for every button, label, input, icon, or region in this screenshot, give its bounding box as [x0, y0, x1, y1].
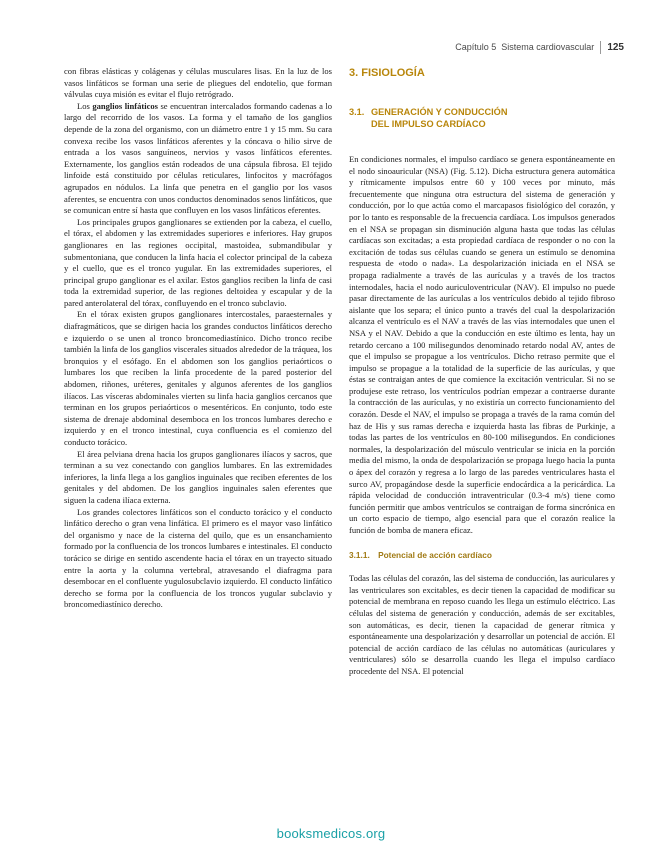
subsubsection-number: 3.1.1.: [349, 549, 370, 560]
subsubsection-title: Potencial de acción cardíaco: [378, 549, 492, 560]
paragraph: En el tórax existen grupos ganglionares intercostales, paraesternales y diafragmáticos, que se dirigen hacia los grandes conductos linfáticos derecho e izquierdo o se unen al tronco broncomediastínico. Dicho tronco recibe también la linfa de los ganglios viscerales situados alrededor de la tráquea, los bronquios y el esófago. En el abdomen son los ganglios periaórticos o lumbares los que reciben la linfa procedente de la pared posterior del abdomen, riñones, uréteres, genitales y algunos aferentes de los ganglios ilíacos. Las vísceras abdominales vierten su linfa hacia ganglios cercanos que terminan en los grupos periaórticos o mesentéricos. En conjunto, todo este sistema de drenaje abdominal desemboca en los troncos lumbares derecho e izquierdo y en el tronco intestinal, cuya confluencia es el comienzo del conducto torácico.: [64, 309, 332, 447]
paragraph-body: se encuentran intercalados formando cadenas a lo largo del recorrido de los vasos. La forma y el tamaño de los ganglios depende de la zona del organismo, con un diámetro entre 1 y 15 mm. Su cara convexa recibe los vasos linfáticos aferentes y la cóncava o hilio sirve de entrada a los vasos sanguíneos, nervios y vasos linfáticos eferentes. Externamente, los ganglios están rodeados de una cápsula fibrosa. El tejido linfoide está constituido por células reticulares, linfocitos y macrófagos agrupados en nódulos. La linfa que penetra en el ganglio por los vasos aferentes, se encuentra con unos conductos denominados senos linfáticos, que se comunican entre sí hasta que confluyen en los vasos linfáticos eferentes.: [64, 100, 332, 216]
right-column: [349, 66, 615, 678]
paragraph: Los principales grupos ganglionares se extienden por la cabeza, el cuello, el tórax, el abdomen y las extremidades superiores e inferiores. Hay grupos ganglionares en las regiones occipital, mastoidea, submandibular y submentoniana, que conducen la linfa hacia el colector principal de la cabeza y el cuello, que es el tronco yugular. En las extremidades superiores, el principal grupo ganglionar es el axilar. Estos ganglios reciben la linfa de casi toda la extremidad superior, de las regiones deltoidea y escapular y de la pared anterolateral del tórax, confluyendo en el tronco subclavio.: [64, 216, 332, 308]
subsection-title-line2: DEL IMPULSO CARDÍACO: [371, 119, 486, 129]
chapter-title: Sistema cardiovascular: [501, 42, 595, 52]
paragraph: El área pelviana drena hacia los grupos ganglionares ilíacos y sacros, que terminan a su vez conectando con ganglios lumbares. En las extremidades inferiores, la linfa llega a los ganglios inguinales que reciben eferentes de los genitales y del abdomen. De los ganglios inguinales salen eferentes que siguen la cadena ilíaca externa.: [64, 448, 332, 505]
paragraph: Todas las células del corazón, las del sistema de conducción, las auriculares y las ventriculares son excitables, es decir tienen la capacidad de modificar su potencial de membrana en reposo cuando les llega un estímulo eléctrico. Las células del sistema de generación y conducción, además de ser excitables, son automáticas, es decir, tienen la capacidad de generar rítmica y espontáneamente una despolarización y desarrollar un potencial de acción. El potencial de acción cardíaco de las células no automáticas (auriculares y ventriculares) sólo se desarrolla cuando les llega el impulso cardíaco procedente del NSA. El potencial: [349, 573, 615, 676]
running-header: [455, 40, 624, 54]
paragraph: con fibras elásticas y colágenas y células musculares lisas. En la luz de los vasos linfáticos se forman una serie de pliegues del endotelio, que forman válvulas cuya misión es evitar el flujo retrógrado.: [64, 66, 332, 100]
section-title: FISIOLOGÍA: [361, 67, 425, 79]
paragraph-lead: Los: [77, 100, 93, 111]
left-column: [64, 66, 332, 611]
subsection-title-line1: GENERACIÓN Y CONDUCCIÓN: [371, 107, 508, 117]
page-number: 125: [607, 41, 624, 53]
paragraph: Los grandes colectores linfáticos son el conducto torácico y el conducto linfático derecho o gran vena linfática. El primero es el mayor vaso linfático del organismo y nace de la cisterna del quilo, que es un ensanchamiento formado por la confluencia de los troncos lumbares e intestinales. El conducto torácico se dirige en sentido ascendente hacia el tórax en un trayecto situado entre la aorta y la columna vertebral, atravesando el diafragma para desembocar en el confluente yugulosubclavio izquierdo. El conducto linfático derecho se forma por la confluencia de los troncos yugular subclavio y broncomediastínico derecho.: [64, 506, 332, 610]
chapter-label: Capítulo 5: [455, 42, 497, 52]
paragraph-ganglios: [64, 101, 332, 217]
subsection-heading: [349, 106, 615, 130]
subsection-number: 3.1.: [349, 107, 365, 117]
header-divider: [600, 41, 601, 54]
section-heading: [349, 68, 615, 88]
paragraph: En condiciones normales, el impulso cardíaco se genera espontáneamente en el nodo sinoauricular (NSA) (Fig. 5.12). Dicha estructura genera automática y rítmicamente impulsos entre 60 y 100 veces por minuto, más frecuentemente que ninguna otra estructura del sistema de generación y conducción, por lo que actúa como el marcapasos fisiológico del corazón, y por lo tanto es responsable de la frecuencia cardíaca. Los impulsos generados en el NSA se propagan sin disminución alguna hasta que todas las células cardíacas son excitadas; a esta propiedad cardíaca de responder o no con la excitación de todas sus células cuando se genera un estímulo se denomina respuesta de «todo o nada». La despolarización iniciada en el NSA se propaga radialmente a través de las aurículas y a través de los tractos internodales, hacia el nodo auriculoventricular (NAV). El impulso no puede pasar directamente de las aurículas a los ventrículos debido al tejido fibroso aislante que los separa; el único punto a través del cual la despolarización alcanza el ventrículo es el NAV a través de las vías internodales que unen el NSA y el NAV. Debido a que la conducción en este último es lenta, hay un retardo cercano a 100 milisegundos denominado retardo nodal AV, antes de que el impulso se propague a los ventrículos. Dicho retraso permite que el impulso se propague a la totalidad de la superficie de las aurículas, y que éstas se contraigan antes de que comience la excitación ventricular. Si no se produjese este retraso, los ventrículos podrían empezar a contraerse durante la contracción de las aurículas, y no existiría un correcto funcionamiento del corazón. Desde el NAV, el impulso se propaga a través de la rama común del haz de His y sus ramas derecha e izquierda hasta las fibras de Purkinje, a todas las partes de los ventrículos en 80-100 milisegundos. En condiciones normales, la despolarización del músculo ventricular se inicia en la porción media del mismo, la onda de despolarización se propaga luego hacia la punta o ápex del corazón y regresa a lo largo de las paredes ventriculares hasta el surco AV, propagándose desde la superficie endocárdica a la pericárdica. La rápida velocidad de conducción intraventricular (0.3-4 m/s) tiene como función permitir que ambos ventrículos se contraigan de forma sincrónica en un corto espacio de tiempo, algo esencial para que el corazón realice la función de bomba de manera eficaz.: [349, 154, 615, 535]
term-ganglios-linfaticos: ganglios linfáticos: [92, 100, 158, 111]
watermark: booksmedicos.org: [276, 826, 386, 841]
section-number: 3.: [349, 67, 359, 79]
subsubsection-heading: [349, 550, 615, 562]
